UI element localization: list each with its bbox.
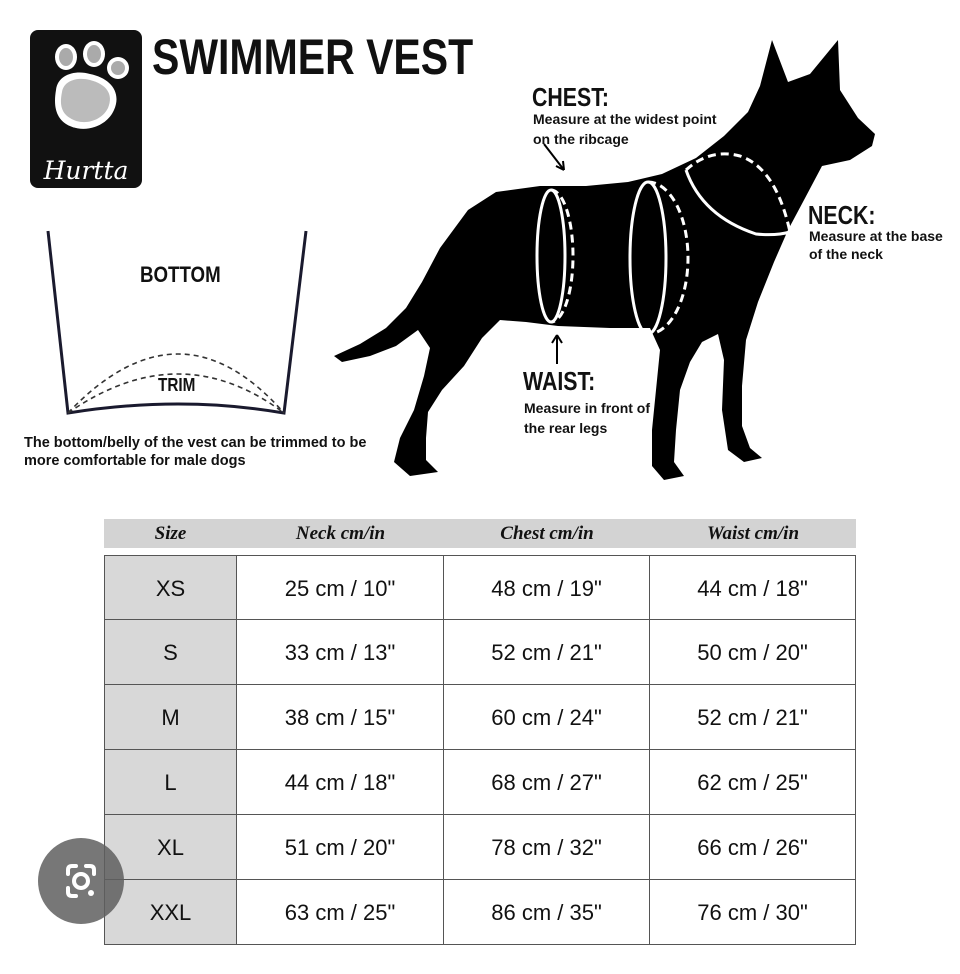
neck-description: Measure at the base of the neck [809, 228, 943, 262]
size-cell: S [104, 620, 237, 685]
chest-cell: 48 cm / 19" [444, 555, 650, 620]
neck-cell: 38 cm / 15" [237, 685, 444, 750]
neck-cell: 63 cm / 25" [237, 880, 444, 945]
waist-description: Measure in front of the rear legs [524, 400, 651, 436]
table-row [104, 750, 856, 815]
chest-description: Measure at the widest point on the ribcage [533, 111, 717, 147]
table-row [104, 555, 856, 620]
waist-cell: 66 cm / 26" [650, 815, 856, 880]
table-row [104, 685, 856, 750]
page-title: SWIMMER VEST [152, 29, 474, 85]
trim-label: TRIM [158, 375, 196, 395]
size-cell: XXL [104, 880, 237, 945]
size-cell: L [104, 750, 237, 815]
neck-cell: 44 cm / 18" [237, 750, 444, 815]
chest-cell: 86 cm / 35" [444, 880, 650, 945]
header-neck: Neck cm/in [295, 523, 386, 544]
chest-cell: 78 cm / 32" [444, 815, 650, 880]
chest-cell: 60 cm / 24" [444, 685, 650, 750]
table-row [104, 620, 856, 685]
waist-cell: 76 cm / 30" [650, 880, 856, 945]
waist-cell: 62 cm / 25" [650, 750, 856, 815]
brand-logo [30, 30, 142, 188]
brand-wordmark: Hurtta [43, 156, 129, 185]
table-row [104, 815, 856, 880]
chest-cell: 52 cm / 21" [444, 620, 650, 685]
header-size: Size [154, 523, 187, 544]
size-table-header [104, 519, 856, 548]
neck-cell: 25 cm / 10" [237, 555, 444, 620]
size-table [104, 555, 856, 945]
waist-cell: 50 cm / 20" [650, 620, 856, 685]
waist-cell: 52 cm / 21" [650, 685, 856, 750]
bottom-label: BOTTOM [140, 262, 221, 287]
neck-heading: NECK: [808, 200, 876, 230]
table-row [104, 880, 856, 945]
lens-button[interactable] [38, 838, 124, 924]
chest-cell: 68 cm / 27" [444, 750, 650, 815]
google-lens-icon [38, 838, 124, 924]
waist-heading: WAIST: [523, 366, 596, 396]
chest-heading: CHEST: [532, 82, 610, 112]
waist-cell: 44 cm / 18" [650, 555, 856, 620]
trim-note: The bottom/belly of the vest can be trimmed to be more comfortable for male dogs [24, 435, 367, 469]
waist-arrow [548, 332, 568, 368]
neck-cell: 33 cm / 13" [237, 620, 444, 685]
size-cell: M [104, 685, 237, 750]
header-chest: Chest cm/in [500, 523, 594, 544]
header-waist: Waist cm/in [706, 523, 800, 544]
size-cell: XL [104, 815, 237, 880]
neck-cell: 51 cm / 20" [237, 815, 444, 880]
size-cell: XS [104, 555, 237, 620]
